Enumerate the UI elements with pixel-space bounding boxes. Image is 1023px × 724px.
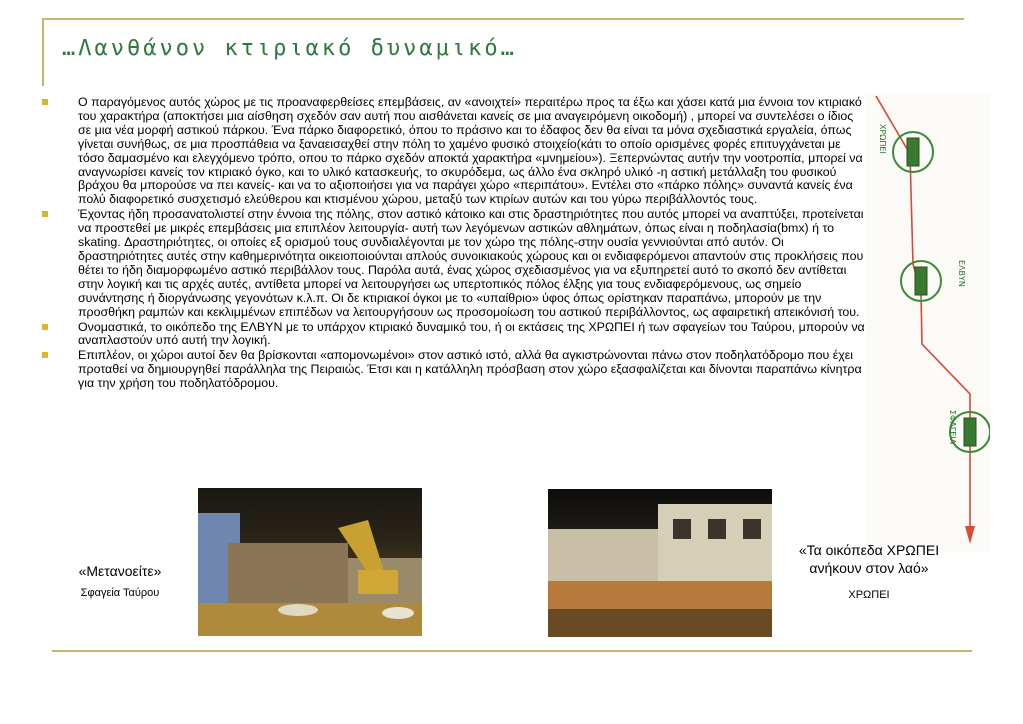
photo-left-subcaption: Σφαγεία Ταύρου xyxy=(80,587,160,599)
photo-right-caption-line2: ανήκουν στον λαό» xyxy=(809,560,929,576)
node-block xyxy=(964,418,976,446)
top-rule xyxy=(42,18,964,20)
graffiti-wall xyxy=(548,581,772,609)
photo-xropei xyxy=(548,489,772,637)
page-title: …Λανθάνον κτιριακό δυναμικό… xyxy=(62,36,517,61)
photo-right-subcaption: ΧΡΩΠΕΙ xyxy=(848,589,890,601)
photo-left-caption: «Μετανοείτε» xyxy=(78,563,162,579)
low-building xyxy=(228,543,348,603)
ground xyxy=(548,609,772,637)
node-block xyxy=(915,267,927,295)
upper-building xyxy=(658,504,772,584)
bullet-item xyxy=(40,96,868,207)
node-block xyxy=(907,138,919,166)
window xyxy=(708,519,726,539)
bullet-item xyxy=(40,208,868,319)
low-building xyxy=(548,529,658,584)
bottom-rule xyxy=(52,650,972,652)
car xyxy=(278,604,318,616)
route-line xyxy=(876,96,970,539)
window xyxy=(743,519,761,539)
excavator-body xyxy=(358,570,398,594)
car xyxy=(382,607,414,619)
window xyxy=(673,519,691,539)
photo-sfageia xyxy=(198,488,422,636)
photo-right-caption xyxy=(776,541,962,577)
sketch-label-sfageia: ΣΦΑΓΕΙΑ xyxy=(948,410,957,445)
bullet-marker xyxy=(42,352,48,358)
bullet-item xyxy=(40,321,868,349)
bullet-list xyxy=(40,96,868,392)
bullet-text: Ο παραγόμενος αυτός χώρος με τις προαναφερθείσες επεμβάσεις, αν «ανοιχτεί» περαιτέρω προς τα έξω και χάσει κατά μια έννοια τον κτιριακό του χαρακτήρα (αποκτήσει μια αίσθηση σχεδόν σαν αυτή που αισθάνεται κανείς σε μια αναγειρόμενη οικοδομή) , μπορεί να συντελέσει ο ίδιος σε μια νέα μορφή αστικού πάρκου. Ένα πάρκο διαφορετικό, όπου το πράσινο και το έδαφος δεν θα είναι τα μόνα σχεδιαστικά εργαλεία, όπως γίνεται συνήθως, σε μια προσπάθεια να ξαναεισαχθεί στην πόλη το χαμένο φυσικό στοιχείο(κάτι το οποίο ορισμένες φορές επιτυγχάνεται με τόσο δαμασμένο και ελεγχόμενο τρόπο, οπου το πάρκο σχεδόν αποκτά χαρακτήρα «μνημείου»). Ξεπερνώντας αυτήν την νοοτροπία, μπορεί να αναγνωρίσει κανείς τον κτιριακό όγκο, και το υλικό κατασκευής, το σκυρόδεμα, ως άλλο ένα σκληρό υλικό -η αστική μετάλλαξη του φυσικού βράχου θα μπορούσε να πει κανείς- και να το αξιοποιήσει για να παράγει χώρο «περιπάτου». Εντέλει στο «πάρκο πόλης» συναντά κανείς ένα πολύ διαφορετικό συσχετισμό ελεύθερου και κτισμένου χώρου, μεταξύ των κτιρίων αυτών και του γύρω περιβάλλοντός τους. xyxy=(78,95,863,207)
bullet-text: Ονομαστικά, το οικόπεδο της ΕΛΒΥΝ με το υπάρχον κτιριακό δυναμικό του, ή οι εκτάσεις της ΧΡΩΠΕΙ ή των σφαγείων του Ταύρου, μπορούν να αναπλαστούν υπό αυτή την λογική. xyxy=(78,319,865,348)
bullet-text: Επιπλέον, οι χώροι αυτοί δεν θα βρίσκονται «απομονωμένοι» στον αστικό ιστό, αλλά θα αγκιστρώνονται πάνω στον ποδηλατόδρομο που έχει προταθεί να δημιουργηθεί παράλληλα της Πειραιώς. Έτσι και η κατάλληλη πρόσβαση στον χώρο εξασφαλίζεται και δίνονται παραπάνω κίνητρα για την χρήση του ποδηλατόδρομου. xyxy=(78,348,862,391)
bullet-marker xyxy=(42,211,48,217)
left-rule xyxy=(42,18,44,86)
bullet-item xyxy=(40,349,868,391)
photo-sfageia-scene xyxy=(198,488,422,636)
route-sketch xyxy=(866,94,990,552)
arrow-head-icon xyxy=(965,526,975,544)
photo-right-caption-line1: «Τα οικόπεδα ΧΡΩΠΕΙ xyxy=(798,542,940,558)
sketch-label-xropei: ΧΡΩΠΕΙ xyxy=(878,124,887,154)
photo-xropei-scene xyxy=(548,489,772,637)
bullet-marker xyxy=(42,99,48,105)
bullet-marker xyxy=(42,324,48,330)
route-sketch-drawing xyxy=(866,94,990,552)
bullet-text: Έχοντας ήδη προσανατολιστεί στην έννοια της πόλης, στον αστικό κάτοικο και στις δραστηριότητες που αυτός μπορεί να αναπτύξει, προτείνεται να προστεθεί με μικρές επεμβάσεις μια επιπλέον λειτουργία- αυτή των λεγόμενων αστικών αθλημάτων, όπως είναι η ποδηλασία(bmx) ή το skating. Δραστηριότητες, οι οποίες εξ ορισμού τους συνδιαλέγονται με τον χώρο της πόλης-στην ουσία γεννιούνται από αυτόν. Οι δραστηριότητες αυτές στην καθημερινότητα οικειοποιούνται απλούς συνοικιακούς χώρους και οι ενδιαφερόμενοι απαντούν στις προκλήσεις που θέτει το ήδη διαμορφωμένο αστικό περιβάλλον τους. Παρόλα αυτά, ένας χώρος σχεδιασμένος για να εξυπηρετεί αυτό το σκοπό δεν αντίθεται στην λογική και τις αρχές αυτές, αντίθετα μπορεί να λειτουργήσει ως υπερτοπικός πόλος έλξης για τους ενδιαφερόμενους, ως σημείο συνάντησης ή διοργάνωσης γεγονότων κ.λ.π. Οι δε κτιριακοί όγκοι με το «υπαίθριο» ύφος όπως ορίστηκαν παραπάνω, μπορούν με την προσθήκη ραμπών και κεκλιμμένων επιπέδων να λειτουργήσουν ως προσομοίωση του αστικού περιβάλλοντος, ως αφαιρετική απεικόνισή του. xyxy=(78,207,864,319)
sketch-label-elvyn: ΕΛΒΥΝ xyxy=(957,260,966,287)
